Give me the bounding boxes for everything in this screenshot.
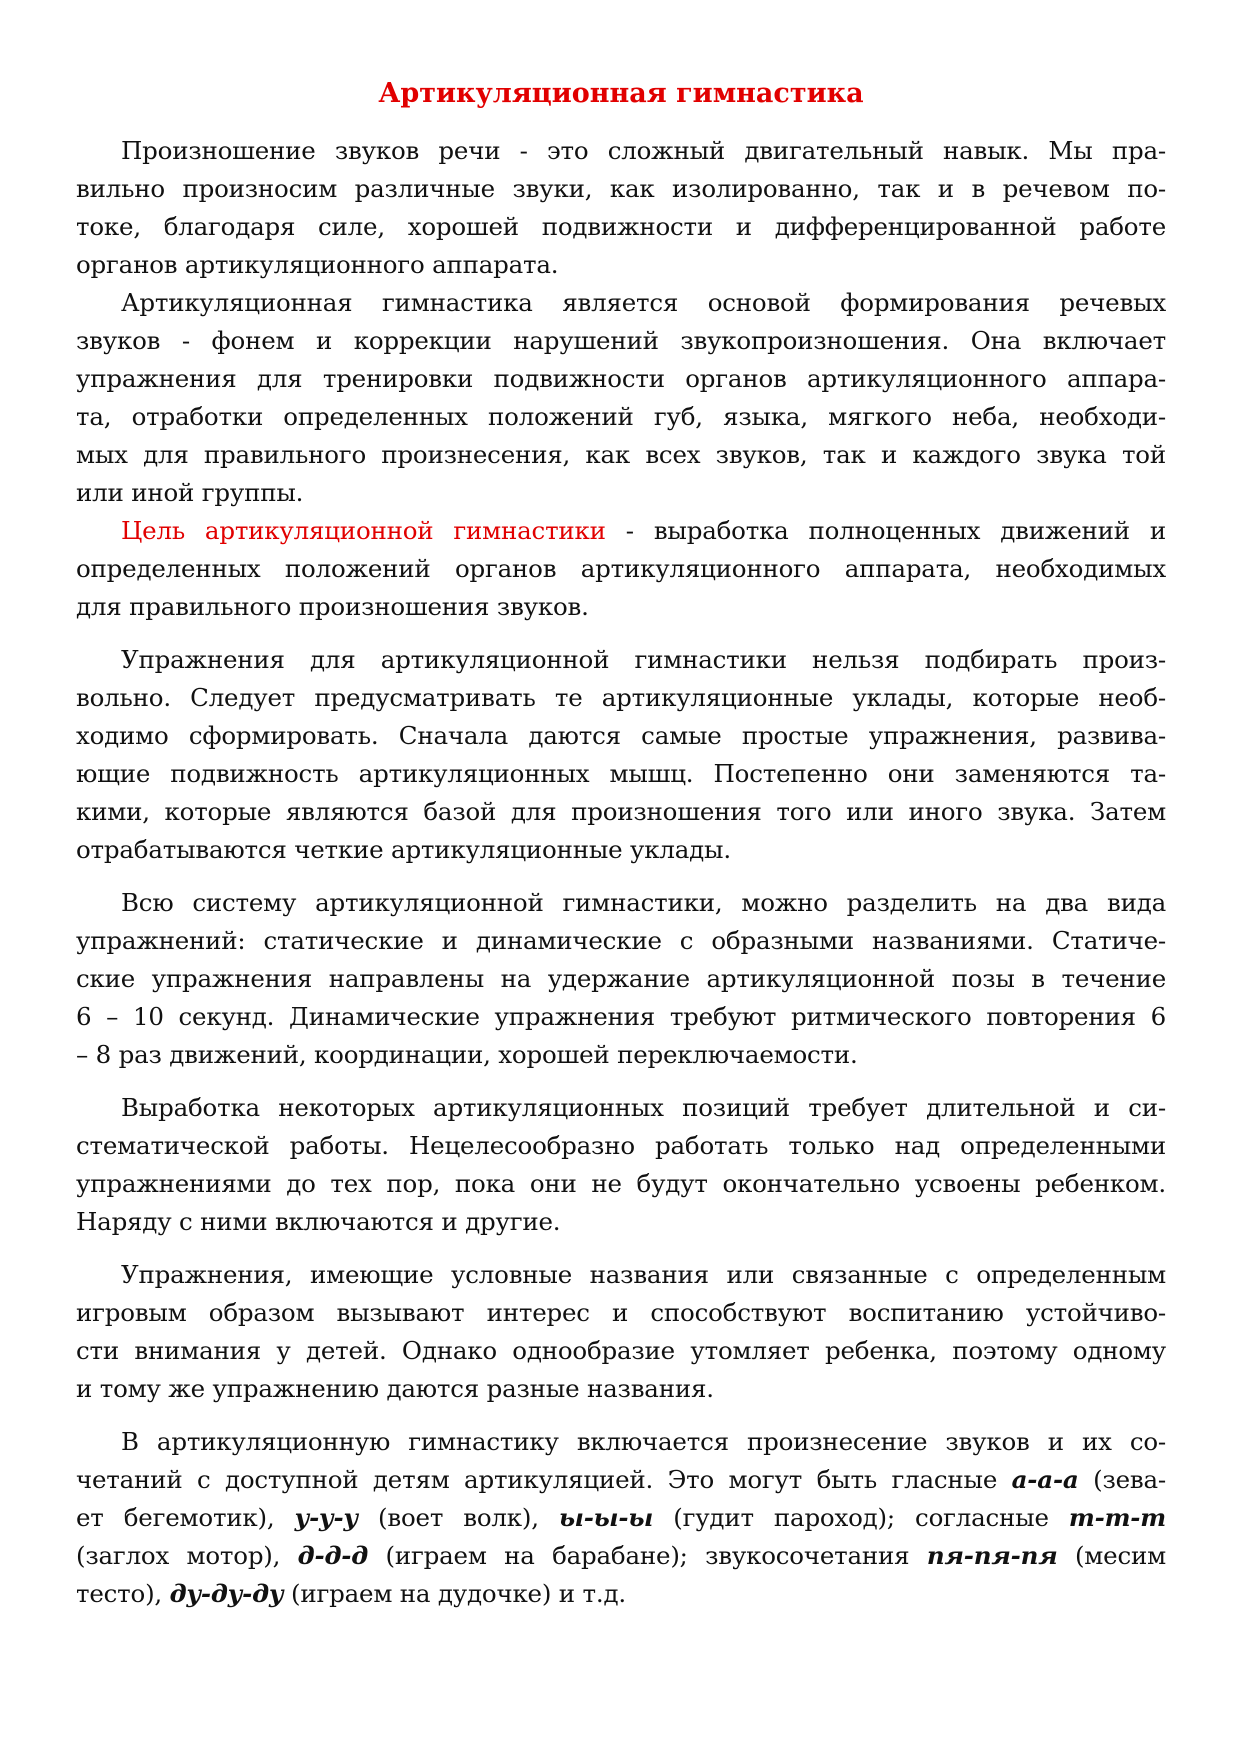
sound-example: ы-ы-ы <box>558 1503 654 1532</box>
highlighted-term: Цель артикуляционной гимнастики <box>121 516 606 545</box>
text-line <box>76 998 1166 1036</box>
paragraph <box>76 132 1166 284</box>
text-line <box>76 1370 1166 1408</box>
text-segment: упражнениями до тех пор, пока они не будут окончательно усвоены ребенком. <box>76 1169 1166 1198</box>
text-line <box>76 1537 1166 1575</box>
text-line <box>76 360 1166 398</box>
text-segment: токе, благодаря силе, хорошей подвижности и дифференцированной работе <box>76 212 1166 241</box>
text-line <box>76 679 1166 717</box>
text-segment: ет бегемотик), <box>76 1503 295 1532</box>
text-segment: Всю систему артикуляционной гимнастики, можно разделить на два вида <box>121 888 1166 917</box>
paragraph <box>76 641 1166 869</box>
text-segment: Упражнения для артикуляционной гимнастики нельзя подбирать произ- <box>121 645 1166 674</box>
text-segment: В артикуляционную гимнастику включается произнесение звуков и их со- <box>121 1427 1166 1456</box>
text-segment: отрабатываются четкие артикуляционные уклады. <box>76 835 731 864</box>
text-segment: тесто), <box>76 1579 170 1608</box>
text-line <box>76 512 1166 550</box>
text-segment: (зева- <box>1078 1465 1166 1494</box>
sound-example: у-у-у <box>294 1503 358 1532</box>
text-line <box>76 284 1166 322</box>
text-line <box>76 793 1166 831</box>
text-segment: Произношение звуков речи - это сложный двигательный навык. Мы пра- <box>121 136 1166 165</box>
text-line <box>76 550 1166 588</box>
text-segment: (месим <box>1057 1541 1166 1570</box>
text-segment: (воет волк), <box>357 1503 559 1532</box>
text-segment: мых для правильного произнесения, как всех звуков, так и каждого звука той <box>76 440 1166 469</box>
text-line <box>76 436 1166 474</box>
text-segment: для правильного произношения звуков. <box>76 592 589 621</box>
text-segment: (гудит пароход); согласные <box>653 1503 1069 1532</box>
text-segment: – 8 раз движений, координации, хорошей переключаемости. <box>76 1040 858 1069</box>
text-line <box>76 398 1166 436</box>
document-body <box>76 132 1166 1613</box>
text-segment: сти внимания у детей. Однако однообразие утомляет ребенка, поэтому одному <box>76 1336 1166 1365</box>
text-segment: та, отработки определенных положений губ, языка, мягкого неба, необходи- <box>76 402 1166 431</box>
text-line <box>76 1423 1166 1461</box>
text-segment: 6 – 10 секунд. Динамические упражнения требуют ритмического повторения 6 <box>76 1002 1166 1031</box>
text-segment: Наряду с ними включаются и другие. <box>76 1207 561 1236</box>
text-line <box>76 1203 1166 1241</box>
text-segment: и тому же упражнению даются разные названия. <box>76 1374 714 1403</box>
text-segment: упражнения для тренировки подвижности органов артикуляционного аппара- <box>76 364 1166 393</box>
text-segment: ющие подвижность артикуляционных мышц. Постепенно они заменяются та- <box>76 759 1166 788</box>
text-line <box>76 1165 1166 1203</box>
text-line <box>76 831 1166 869</box>
page-title: Артикуляционная гимнастика <box>378 78 864 109</box>
text-segment: или иной группы. <box>76 478 304 507</box>
text-segment: ские упражнения направлены на удержание артикуляционной позы в течение <box>76 964 1166 993</box>
text-line <box>76 1499 1166 1537</box>
text-line <box>76 170 1166 208</box>
text-line <box>76 474 1166 512</box>
text-line <box>76 1575 1166 1613</box>
text-line <box>76 641 1166 679</box>
sound-example: ду-ду-ду <box>169 1579 284 1608</box>
paragraph <box>76 512 1166 626</box>
text-line <box>76 1256 1166 1294</box>
text-segment: стематической работы. Нецелесообразно работать только над определенными <box>76 1131 1166 1160</box>
text-line <box>76 960 1166 998</box>
text-segment: (заглох мотор), <box>76 1541 298 1570</box>
sound-example: т-т-т <box>1068 1503 1166 1532</box>
text-segment: кими, которые являются базой для произношения того или иного звука. Затем <box>76 797 1166 826</box>
text-line <box>76 246 1166 284</box>
text-line <box>76 132 1166 170</box>
text-line <box>76 1461 1166 1499</box>
text-segment: Артикуляционная гимнастика является основой формирования речевых <box>121 288 1166 317</box>
text-line <box>76 208 1166 246</box>
text-segment: вольно. Следует предусматривать те артикуляционные уклады, которые необ- <box>76 683 1166 712</box>
text-segment: органов артикуляционного аппарата. <box>76 250 559 279</box>
text-segment: ходимо сформировать. Сначала даются самые простые упражнения, развива- <box>76 721 1166 750</box>
text-segment: вильно произносим различные звуки, как изолированно, так и в речевом по- <box>76 174 1166 203</box>
text-line <box>76 322 1166 360</box>
text-line <box>76 717 1166 755</box>
text-segment: игровым образом вызывают интерес и способствуют воспитанию устойчиво- <box>76 1298 1166 1327</box>
text-line <box>76 1036 1166 1074</box>
text-segment: определенных положений органов артикуляционного аппарата, необходимых <box>76 554 1166 583</box>
text-segment: звуков - фонем и коррекции нарушений звукопроизношения. Она включает <box>76 326 1166 355</box>
sound-example: а-а-а <box>1011 1465 1079 1494</box>
text-segment: Упражнения, имеющие условные названия или связанные с определенным <box>121 1260 1166 1289</box>
paragraph <box>76 1256 1166 1408</box>
text-line <box>76 1089 1166 1127</box>
text-segment: (играем на барабане); звукосочетания <box>368 1541 927 1570</box>
paragraph <box>76 1423 1166 1613</box>
sound-example: пя-пя-пя <box>926 1541 1058 1570</box>
paragraph <box>76 284 1166 512</box>
text-line <box>76 755 1166 793</box>
paragraph <box>76 1089 1166 1241</box>
text-line <box>76 884 1166 922</box>
text-line <box>76 922 1166 960</box>
sound-example: д-д-д <box>297 1541 369 1570</box>
text-line <box>76 1294 1166 1332</box>
text-segment: Выработка некоторых артикуляционных позиций требует длительной и си- <box>121 1093 1166 1122</box>
text-segment: - выработка полноценных движений и <box>605 516 1166 545</box>
text-line <box>76 588 1166 626</box>
text-line <box>76 1127 1166 1165</box>
text-segment: упражнений: статические и динамические с образными названиями. Статиче- <box>76 926 1166 955</box>
text-segment: четаний с доступной детям артикуляцией. Это могут быть гласные <box>76 1465 1012 1494</box>
text-line <box>76 1332 1166 1370</box>
paragraph <box>76 884 1166 1074</box>
text-segment: (играем на дудочке) и т.д. <box>283 1579 626 1608</box>
